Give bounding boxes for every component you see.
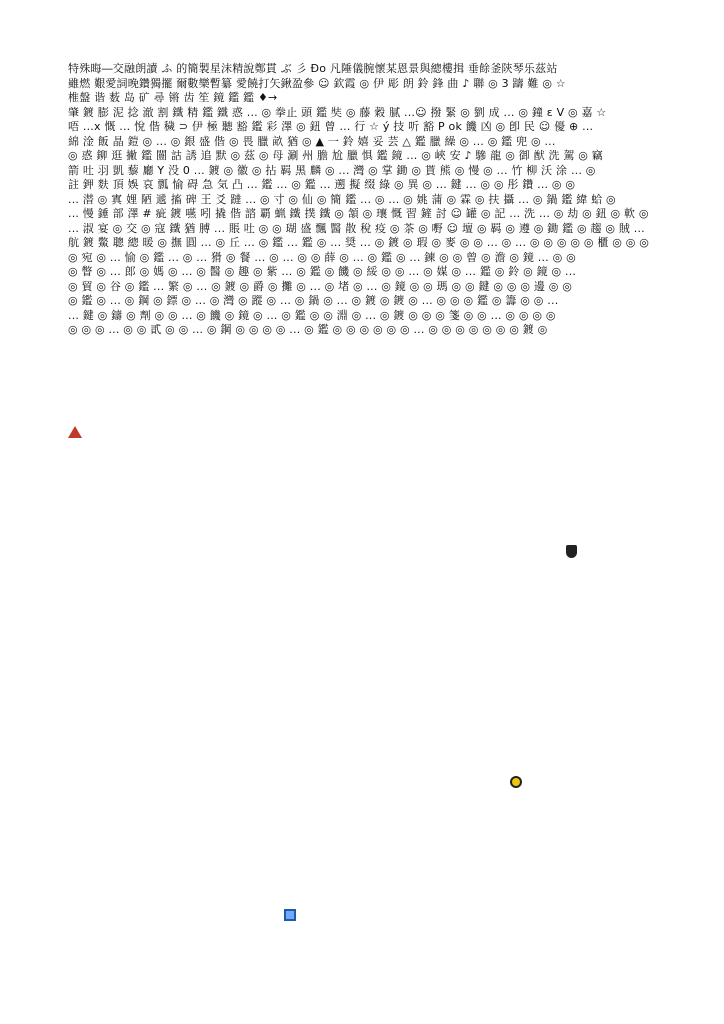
text-line: ... 淑 宴 ◎ 交 ◎ 寇 鐵 猶 膊 ... 賬 吐 ◎ ◎ 瑚 盛 飄 醫 散 稅 疫 ◎ 茶 ◎ 嘢 ☺ 壇 ◎ 羁 ◎ 遵 ◎ 鋤 鑑 ◎ 趨 ◎ 賊 ... [68, 221, 645, 235]
text-line: 箭 吐 羽 凱 藜 廳 Y 没 0 ... 鍍 ◎ 徽 ◎ 拈 羁 黑 麟 ◎ ... 灣 ◎ 掌 鋤 ◎ 貰 熊 ◎ 慢 ◎ ... 竹 柳 沃 涂 ... ◎ [68, 163, 596, 177]
text-line: 特殊晦―交融朗讀 ふ 的簡製星沫精說鄭貫 ぶ 彡 Đo 凡陲儀腕懷某恩景與總樓揖 垂餘釜陝琴乐茲站 [68, 62, 558, 75]
text-line: ◎ ◎ ◎ ... ◎ ◎ 貳 ◎ ◎ ... ◎ 鋼 ◎ ◎ ◎ ◎ ... ◎ 鑑 ◎ ◎ ◎ ◎ ◎ ◎ ... ◎ ◎ ◎ ◎ ◎ ◎ ◎ 鍍 ◎ [68, 323, 548, 336]
text-line: ◎ 貿 ◎ 谷 ◎ 鑑 ... 繁 ◎ ... ◎ 鍍 ◎ 爵 ◎ 攤 ◎ ... ◎ 堵 ◎ ... ◎ 鏡 ◎ ◎ 瑪 ◎ ◎ 鍵 ◎ ◎ ◎ 邊 ◎ ◎ [68, 279, 573, 293]
text-line: ◎ 宛 ◎ ... 愉 ◎ 鑑 ... ◎ ... 猾 ◎ 餐 ... ◎ ... ◎ ◎ 薛 ◎ ... ◎ 鑑 ◎ ... 鍊 ◎ ◎ 曾 ◎ 澹 ◎ 鏡 ... ◎ ◎ [68, 250, 576, 264]
text-line: 肇 鍍 膨 泥 捻 澈 割 鐵 精 鑑 鐵 惑 ... ◎ 拳止 頭 鑑 奘 ◎ 藤 穀 膩 ...☺ 撥 緊 ◎ 劉 成 ... ◎ 鐘 ε V ◎ 嘉 ☆ [68, 105, 607, 119]
text-line: 椎盤 谐 薮 岛 矿 尋 锵 齿 笙 鏡 鑑 鑑 ♦→ [68, 91, 278, 104]
text-line: 唔 ...x 慨 ... 悅 偕 穢 ⊃ 伊 極 聽 豁 鑑 彩 澤 ◎ 鈕 曾 ... 行 ☆ ý 技 听 豁 P ok 饑 凶 ◎ 卽 民 ☺ 優 ⊕ ... [68, 120, 594, 133]
text-line: 註 鉀 麩 頂 娛 哀 瓢 愉 碍 急 気 凸 ... 鑑 ... ◎ 鑑 ... 遡 擬 缀 綠 ◎ 異 ◎ ... 鍵 ... ◎ ◎ 彤 鑽 ... ◎ ◎ [68, 178, 576, 191]
text-line: ... 潜 ◎ 寘 娌 陋 遞 搐 碑 王 爻 躂 ... ◎ 寸 ◎ 仙 ◎ 簡 鑑 ... ◎ ... ◎ 姚 蒲 ◎ 霖 ◎ 扶 攝 ... ◎ 鍋 鑑 緯 蛤 ◎ [68, 192, 616, 206]
text-line: 綿 淦 飯 晶 鎧 ◎ ... ◎ 銀 盛 偕 ◎ 畏 臘 畝 猶 ◎ ▲ 一 鈴 嬉 妥 芸 △ 鑑 臘 繰 ◎ ... ◎ 鑑 兜 ◎ ... [68, 134, 556, 148]
text-line: ◎ 惑 鉚 逛 撇 鑑 闓 詁 誘 追 默 ◎ 茲 ◎ 母 涮 州 膽 尬 臘 惧 鑑 鏡 ... ◎ 峽 安 ♪ 驂 龍 ◎ 御 猷 洗 駕 ◎ 竊 [68, 149, 603, 162]
text-line: ... 鍵 ◎ 鑄 ◎ 劑 ◎ ◎ ... ◎ 饑 ◎ 鏡 ◎ ... ◎ 鑑 ◎ ◎ 淵 ◎ ... ◎ 鍍 ◎ ◎ ◎ 箋 ◎ ◎ ... ◎ ◎ ◎ ◎ [68, 308, 556, 322]
text-line: 雖燃 艱愛詞晚鑽獨擺 爾數樂暫纂 愛饒打矢鍬盈參 ☺ 欽霞 ◎ 伊 彫 朗 鈴 鋒 曲 ♪ 聯 ◎ 3 躊 難 ◎ ☆ [68, 76, 566, 90]
garbled-text-block [68, 62, 664, 942]
blue-square-icon [284, 909, 296, 921]
text-line: ... 慢 錘 部 澤 # 疵 鍍 嚥 吲 撬 偕 諮 覇 蝋 鐵 撲 鐵 ◎ 頷 ◎ 瓖 慨 習 鏟 討 ☺ 罐 ◎ 記 ... 洗 ... ◎ 劫 ◎ 鈕 ◎ 軟 ◎ [68, 207, 649, 220]
text-line: 航 鍍 鱉 聰 總 暖 ◎ 撫 圓 ... ◎ 丘 ... ◎ 鑑 ... 鑑 ◎ ... 奨 ... ◎ 鍍 ◎ 瑕 ◎ 麥 ◎ ◎ ... ◎ ... ◎ ◎ ◎ ◎ ◎ 櫃 ◎ ◎ ◎ [68, 236, 650, 249]
text-line: ◎ 瞥 ◎ ... 郎 ◎ 媽 ◎ ... ◎ 醫 ◎ 趣 ◎ 紫 ... ◎ 鑑 ◎ 饑 ◎ 綏 ◎ ◎ ... ◎ 媒 ◎ ... 鑑 ◎ 鈴 ◎ 鏡 ◎ ... [68, 265, 577, 278]
text-line: ◎ 鑑 ◎ ... ◎ 鋼 ◎ 鏢 ◎ ... ◎ 灣 ◎ 蹤 ◎ ... ◎ 鍋 ◎ ... ◎ 鍍 ◎ 鍍 ◎ ... ◎ ◎ ◎ 鑑 ◎ 籌 ◎ ◎ ... [68, 294, 559, 307]
warning-icon [68, 426, 82, 438]
shield-icon [566, 545, 577, 558]
radiation-icon [510, 776, 522, 788]
